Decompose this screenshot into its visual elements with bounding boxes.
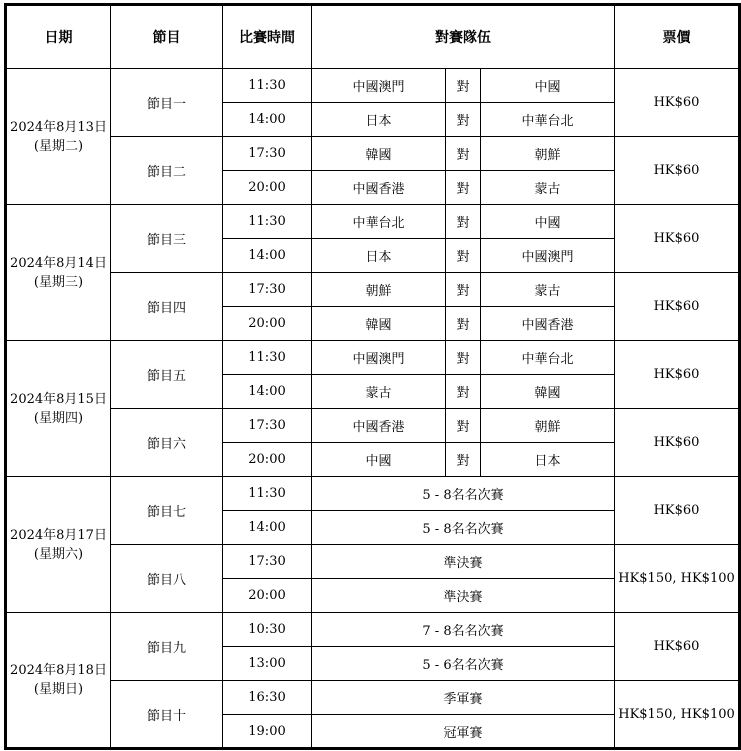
- weekday-text: (星期日): [33, 682, 84, 697]
- round-label: 5 - 6名名次賽: [312, 647, 615, 681]
- home-team: 中國香港: [312, 171, 446, 205]
- date-cell: [6, 613, 111, 749]
- versus-label: 對: [446, 239, 481, 273]
- match-time: 17:30: [223, 273, 312, 307]
- away-team: 韓國: [481, 375, 615, 409]
- away-team: 中華台北: [481, 103, 615, 137]
- weekday-text: (星期三): [33, 274, 84, 290]
- program-name: 節目二: [111, 137, 223, 205]
- match-time: 14:00: [223, 511, 312, 545]
- match-time: 20:00: [223, 171, 312, 205]
- away-team: 中國香港: [481, 307, 615, 341]
- weekday-text: (星期二): [33, 138, 84, 154]
- away-team: 中國: [481, 205, 615, 239]
- versus-label: 對: [446, 443, 481, 477]
- match-time: 10:30: [223, 613, 312, 647]
- program-name: 節目六: [111, 409, 223, 477]
- round-label: 準決賽: [312, 579, 615, 613]
- away-team: 蒙古: [481, 171, 615, 205]
- home-team: 韓國: [312, 137, 446, 171]
- header-program: 節目: [111, 5, 223, 69]
- versus-label: 對: [446, 171, 481, 205]
- match-time: 13:00: [223, 647, 312, 681]
- date-cell: [6, 69, 111, 205]
- away-team: 日本: [481, 443, 615, 477]
- date-text: 2024年8月18日: [10, 663, 107, 678]
- program-name: 節目八: [111, 545, 223, 613]
- match-time: 19:00: [223, 715, 312, 749]
- ticket-price: HK$150, HK$100: [615, 545, 740, 613]
- date-text: 2024年8月14日: [10, 255, 107, 271]
- versus-label: 對: [446, 307, 481, 341]
- round-label: 冠軍賽: [312, 715, 615, 749]
- round-label: 準決賽: [312, 545, 615, 579]
- match-time: 14:00: [223, 375, 312, 409]
- home-team: 日本: [312, 239, 446, 273]
- program-name: 節目十: [111, 681, 223, 749]
- header-date: 日期: [6, 5, 111, 69]
- home-team: 中國澳門: [312, 341, 446, 375]
- versus-label: 對: [446, 273, 481, 307]
- match-time: 17:30: [223, 545, 312, 579]
- table-row: [6, 545, 740, 579]
- match-time: 20:00: [223, 579, 312, 613]
- versus-label: 對: [446, 137, 481, 171]
- versus-label: 對: [446, 409, 481, 443]
- home-team: 蒙古: [312, 375, 446, 409]
- match-time: 20:00: [223, 307, 312, 341]
- table-row: [6, 681, 740, 715]
- home-team: 朝鮮: [312, 273, 446, 307]
- date-text: 2024年8月13日: [10, 119, 107, 135]
- away-team: 中國: [481, 69, 615, 103]
- match-time: 11:30: [223, 69, 312, 103]
- table-row: [6, 273, 740, 307]
- ticket-price: HK$60: [615, 409, 740, 477]
- round-label: 5 - 8名名次賽: [312, 477, 615, 511]
- match-time: 11:30: [223, 341, 312, 375]
- program-name: 節目一: [111, 69, 223, 137]
- program-name: 節目七: [111, 477, 223, 545]
- versus-label: 對: [446, 103, 481, 137]
- program-name: 節目四: [111, 273, 223, 341]
- ticket-price: HK$60: [615, 341, 740, 409]
- table-row: [6, 69, 740, 103]
- home-team: 日本: [312, 103, 446, 137]
- match-schedule-table: [4, 3, 741, 750]
- table-row: [6, 341, 740, 375]
- date-text: 2024年8月17日: [10, 527, 107, 543]
- away-team: 中國澳門: [481, 239, 615, 273]
- match-time: 16:30: [223, 681, 312, 715]
- match-time: 17:30: [223, 409, 312, 443]
- round-label: 7 - 8名名次賽: [312, 613, 615, 647]
- home-team: 韓國: [312, 307, 446, 341]
- table-row: [6, 477, 740, 511]
- date-cell: [6, 477, 111, 613]
- match-time: 11:30: [223, 477, 312, 511]
- header-price: 票價: [615, 5, 740, 69]
- round-label: 季軍賽: [312, 681, 615, 715]
- match-time: 20:00: [223, 443, 312, 477]
- date-cell: [6, 341, 111, 477]
- away-team: 中華台北: [481, 341, 615, 375]
- match-time: 17:30: [223, 137, 312, 171]
- away-team: 蒙古: [481, 273, 615, 307]
- table-row: [6, 205, 740, 239]
- program-name: 節目三: [111, 205, 223, 273]
- match-time: 14:00: [223, 103, 312, 137]
- header-time: 比賽時間: [223, 5, 312, 69]
- versus-label: 對: [446, 375, 481, 409]
- versus-label: 對: [446, 341, 481, 375]
- home-team: 中國: [312, 443, 446, 477]
- ticket-price: HK$60: [615, 205, 740, 273]
- away-team: 朝鮮: [481, 409, 615, 443]
- home-team: 中國澳門: [312, 69, 446, 103]
- ticket-price: HK$60: [615, 477, 740, 545]
- date-text: 2024年8月15日: [10, 391, 107, 407]
- table-row: [6, 613, 740, 647]
- program-name: 節目五: [111, 341, 223, 409]
- versus-label: 對: [446, 205, 481, 239]
- schedule-body: [6, 69, 740, 749]
- round-label: 5 - 8名名次賽: [312, 511, 615, 545]
- weekday-text: (星期六): [33, 546, 84, 562]
- versus-label: 對: [446, 69, 481, 103]
- header-teams: 對賽隊伍: [312, 5, 615, 69]
- program-name: 節目九: [111, 613, 223, 681]
- weekday-text: (星期四): [33, 410, 84, 426]
- header-row: [6, 5, 740, 69]
- table-row: [6, 137, 740, 171]
- match-time: 14:00: [223, 239, 312, 273]
- date-cell: [6, 205, 111, 341]
- ticket-price: HK$60: [615, 137, 740, 205]
- ticket-price: HK$60: [615, 69, 740, 137]
- ticket-price: HK$60: [615, 613, 740, 681]
- ticket-price: HK$150, HK$100: [615, 681, 740, 749]
- away-team: 朝鮮: [481, 137, 615, 171]
- match-time: 11:30: [223, 205, 312, 239]
- table-row: [6, 409, 740, 443]
- home-team: 中國香港: [312, 409, 446, 443]
- ticket-price: HK$60: [615, 273, 740, 341]
- home-team: 中華台北: [312, 205, 446, 239]
